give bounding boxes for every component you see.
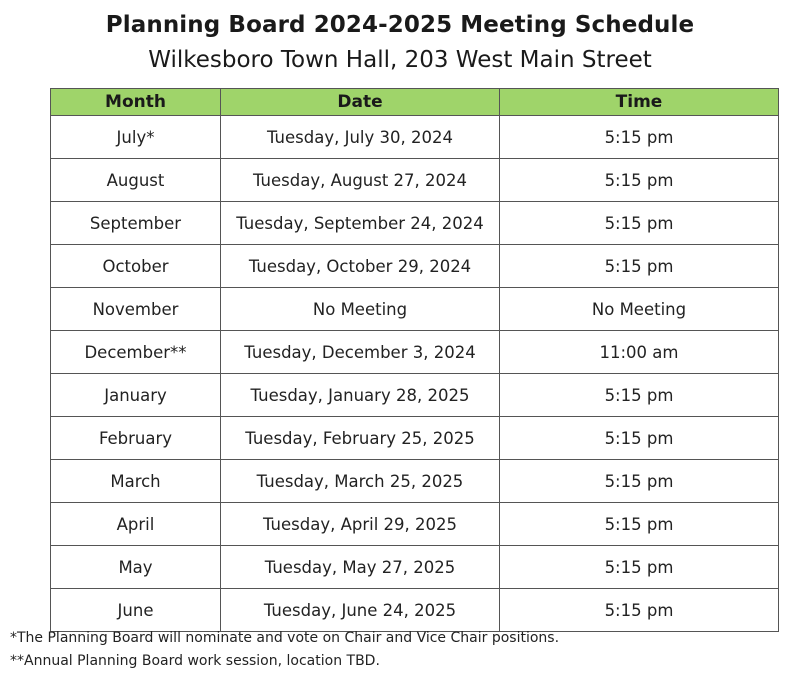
table-row xyxy=(51,417,779,460)
table-row xyxy=(51,116,779,159)
table-row xyxy=(51,374,779,417)
date-cell: Tuesday, June 24, 2025 xyxy=(221,589,500,632)
column-header-date: Date xyxy=(221,89,500,116)
table-row xyxy=(51,460,779,503)
time-cell: 11:00 am xyxy=(500,331,779,374)
time-cell: 5:15 pm xyxy=(500,589,779,632)
month-cell: April xyxy=(51,503,221,546)
footnote-work-session: **Annual Planning Board work session, location TBD. xyxy=(10,653,380,669)
time-cell: No Meeting xyxy=(500,288,779,331)
time-cell: 5:15 pm xyxy=(500,374,779,417)
time-cell: 5:15 pm xyxy=(500,245,779,288)
month-cell: February xyxy=(51,417,221,460)
table-row xyxy=(51,245,779,288)
month-cell: May xyxy=(51,546,221,589)
date-cell: Tuesday, October 29, 2024 xyxy=(221,245,500,288)
date-cell: No Meeting xyxy=(221,288,500,331)
month-cell: March xyxy=(51,460,221,503)
table-header-row xyxy=(51,89,779,116)
table-row xyxy=(51,503,779,546)
time-cell: 5:15 pm xyxy=(500,116,779,159)
date-cell: Tuesday, September 24, 2024 xyxy=(221,202,500,245)
month-cell: August xyxy=(51,159,221,202)
month-cell: November xyxy=(51,288,221,331)
column-header-time: Time xyxy=(500,89,779,116)
table-row xyxy=(51,546,779,589)
time-cell: 5:15 pm xyxy=(500,460,779,503)
date-cell: Tuesday, August 27, 2024 xyxy=(221,159,500,202)
date-cell: Tuesday, May 27, 2025 xyxy=(221,546,500,589)
column-header-month: Month xyxy=(51,89,221,116)
table-row xyxy=(51,331,779,374)
month-cell: December** xyxy=(51,331,221,374)
table-row xyxy=(51,202,779,245)
date-cell: Tuesday, February 25, 2025 xyxy=(221,417,500,460)
time-cell: 5:15 pm xyxy=(500,546,779,589)
month-cell: October xyxy=(51,245,221,288)
month-cell: July* xyxy=(51,116,221,159)
month-cell: January xyxy=(51,374,221,417)
date-cell: Tuesday, April 29, 2025 xyxy=(221,503,500,546)
time-cell: 5:15 pm xyxy=(500,503,779,546)
date-cell: Tuesday, January 28, 2025 xyxy=(221,374,500,417)
time-cell: 5:15 pm xyxy=(500,417,779,460)
date-cell: Tuesday, December 3, 2024 xyxy=(221,331,500,374)
time-cell: 5:15 pm xyxy=(500,202,779,245)
page-subtitle: Wilkesboro Town Hall, 203 West Main Street xyxy=(148,47,652,73)
month-cell: June xyxy=(51,589,221,632)
table-row xyxy=(51,288,779,331)
date-cell: Tuesday, March 25, 2025 xyxy=(221,460,500,503)
footnote-chair-election: *The Planning Board will nominate and vote on Chair and Vice Chair positions. xyxy=(10,630,560,646)
date-cell: Tuesday, July 30, 2024 xyxy=(221,116,500,159)
page-title: Planning Board 2024-2025 Meeting Schedule xyxy=(105,12,695,38)
month-cell: September xyxy=(51,202,221,245)
table-row xyxy=(51,159,779,202)
meeting-schedule-table xyxy=(50,88,779,632)
table-row xyxy=(51,589,779,632)
time-cell: 5:15 pm xyxy=(500,159,779,202)
